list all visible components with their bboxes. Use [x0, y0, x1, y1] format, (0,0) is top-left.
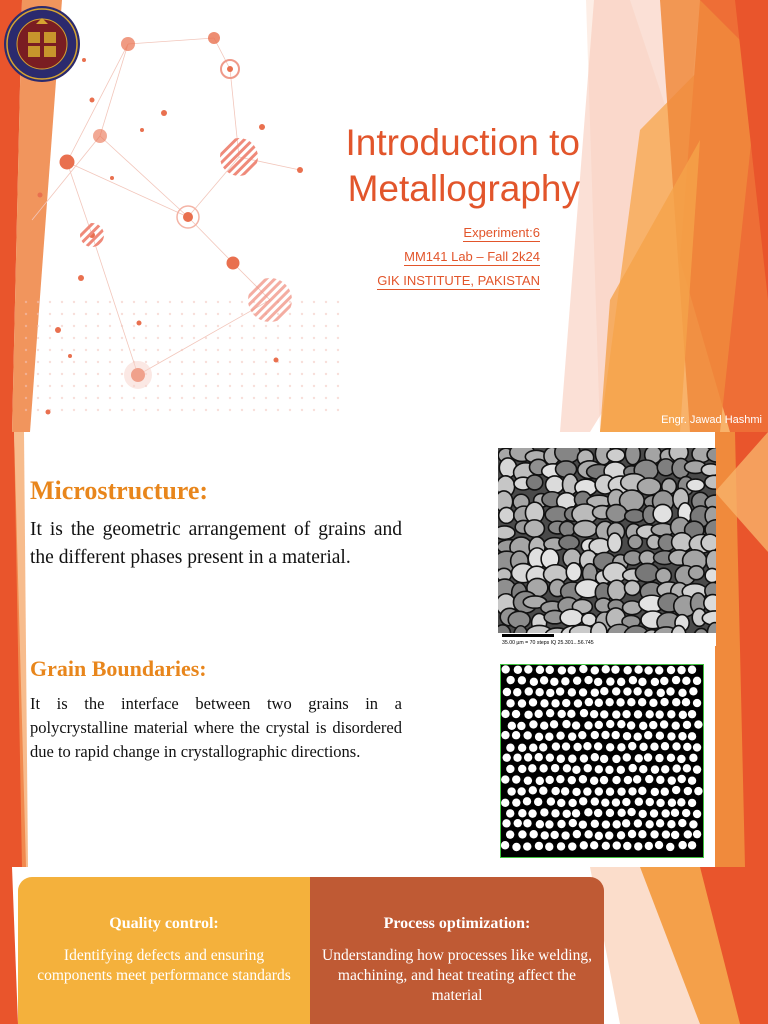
importance-slide: [0, 867, 768, 1024]
course-label: MM141 Lab – Fall 2k24: [404, 249, 540, 264]
quality-control-card: [18, 877, 310, 1024]
micrograph-caption: 35.00 µm = 70 steps IQ 25.301...56.745: [502, 640, 594, 646]
microstructure-micrograph: [498, 448, 716, 646]
author-name: Engr. Jawad Hashmi: [661, 414, 762, 426]
institute-logo: [4, 6, 80, 82]
process-optimization-card: [310, 877, 604, 1024]
definitions-slide: [0, 432, 768, 867]
presentation-title: [220, 120, 580, 212]
quality-control-text: Identifying defects and ensuring components meet performance standards: [37, 947, 291, 984]
experiment-label: Experiment:6: [463, 225, 540, 240]
institute-label: GIK INSTITUTE, PAKISTAN: [377, 273, 540, 288]
process-optimization-text: Understanding how processes like welding, machining, and heat treating affect the material: [322, 947, 592, 1004]
grain-boundaries-definition: It is the interface between two grains in a polycrystalline material where the crystal is disordered due to rapid change in crystallographic directions.: [30, 694, 402, 761]
title-line-1: Introduction to: [345, 122, 580, 163]
process-optimization-title: Process optimization:: [383, 915, 531, 932]
microstructure-definition: It is the geometric arrangement of grains and the different phases present in a material.: [30, 519, 402, 568]
title-slide-background: [0, 0, 768, 432]
grain-boundaries-heading: Grain Boundaries:: [30, 656, 207, 681]
title-line-2: Metallography: [347, 168, 580, 209]
microstructure-heading: Microstructure:: [30, 476, 209, 505]
grain-boundaries-image: [500, 664, 704, 858]
title-slide: [0, 0, 768, 432]
quality-control-title: Quality control:: [109, 915, 219, 932]
